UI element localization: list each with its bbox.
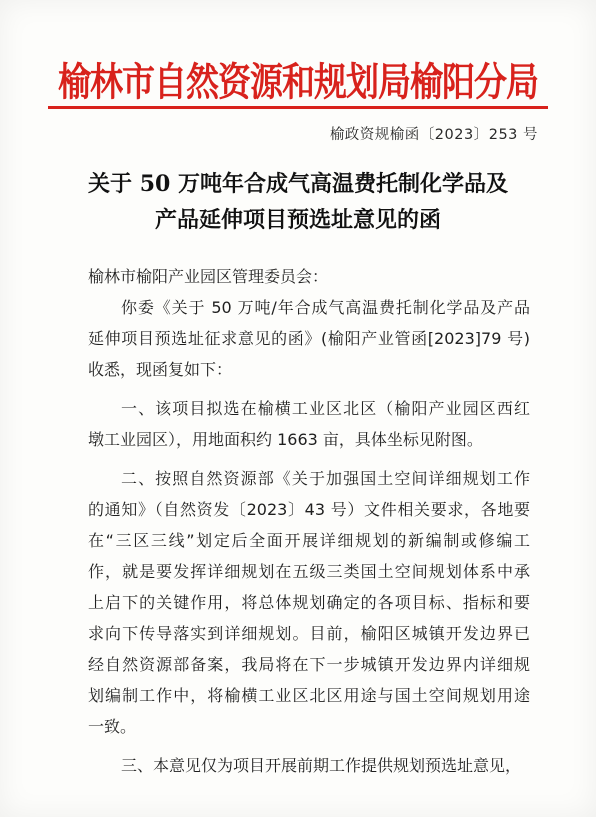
paragraph-1-line: 你委《关于 50 万吨/年合成气高温费托制化学品及产品 (121, 298, 530, 317)
letter-body (88, 261, 530, 781)
paragraph-3-line: 求向下传导落实到详细规划。目前，榆阳区城镇开发边界已 (88, 624, 530, 643)
paragraph-3-line: 经自然资源部备案，我局将在下一步城镇开发边界内详细规 (88, 655, 530, 674)
document-number: 榆政资规榆函〔2023〕253 号 (329, 127, 538, 143)
letter-subject (40, 166, 556, 238)
paragraph-4-line: 三、本意见仅为项目开展前期工作提供规划预选址意见， (121, 756, 522, 775)
agency-letterhead-title: 榆林市自然资源和规划局榆阳分局 (58, 59, 538, 106)
paragraph-1-line: 延伸项目预选址征求意见的函》(榆阳产业管函[2023]79 号) (88, 329, 530, 348)
paragraph-3-line: 一致。 (88, 717, 137, 736)
paragraph-3-line: 在“三区三线”划定后全面开展详细规划的新编制或修编工 (88, 531, 530, 550)
addressee: 榆林市榆阳产业园区管理委员会： (88, 267, 329, 286)
subject-line-1: 关于 50 万吨年合成气高温费托制化学品及 (88, 171, 508, 197)
paragraph-3-line: 的通知》（自然资发〔2023〕43 号）文件相关要求，各地要 (88, 500, 530, 519)
paragraph-3-line: 作，就是要发挥详细规划在五级三类国土空间规划体系中承 (88, 562, 530, 581)
paragraph-3-line: 上启下的关键作用，将总体规划确定的各项目标、指标和要 (88, 593, 530, 612)
paragraph-3-line: 划编制工作中，将榆横工业区北区用途与国土空间规划用途 (88, 686, 530, 705)
paragraph-2-line: 一、该项目拟选在榆横工业区北区（榆阳产业园区西红 (121, 399, 530, 418)
paragraph-1-line: 收悉，现函复如下： (88, 360, 233, 379)
subject-line-2: 产品延伸项目预选址意见的函 (154, 207, 441, 233)
paragraph-2-line: 墩工业园区），用地面积约 1663 亩，具体坐标见附图。 (88, 430, 483, 449)
letterhead-red-rule (48, 106, 548, 109)
paragraph-3-line: 二、按照自然资源部《关于加强国土空间详细规划工作 (121, 469, 530, 488)
